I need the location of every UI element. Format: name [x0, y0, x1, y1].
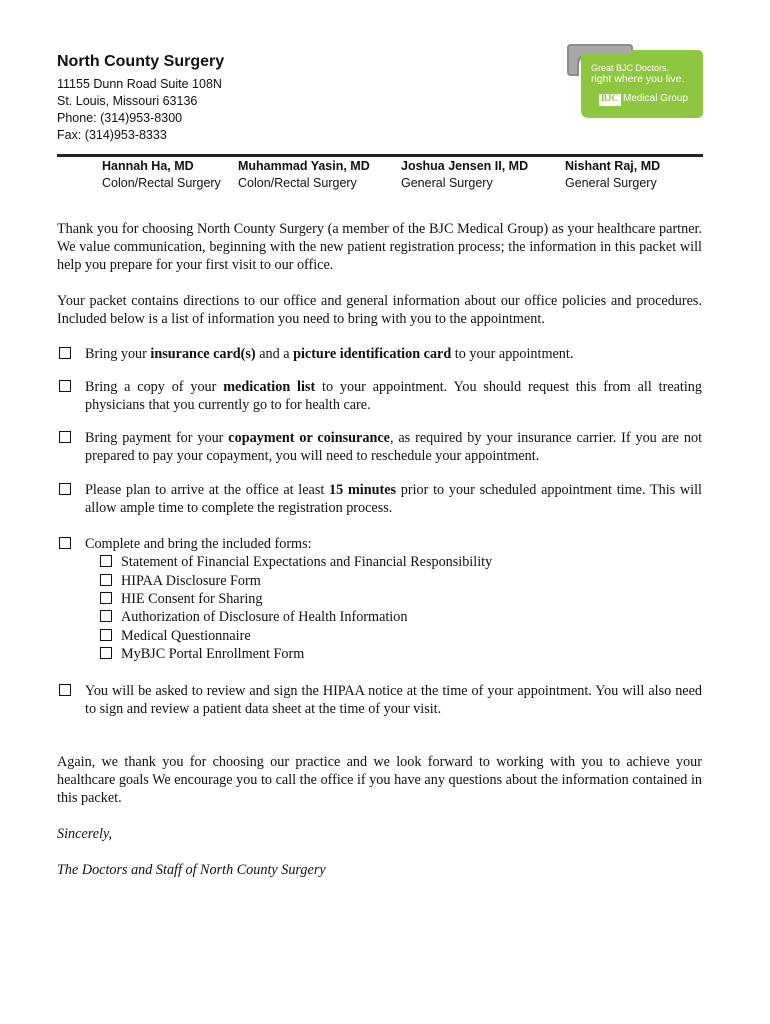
- doctor-name: Muhammad Yasin, MD: [238, 159, 370, 173]
- checkbox[interactable]: [100, 555, 112, 567]
- signature: The Doctors and Staff of North County Surgery: [57, 862, 326, 878]
- doctor-specialty: General Surgery: [565, 176, 657, 190]
- bjc-logo: [565, 40, 705, 120]
- checkbox[interactable]: [59, 380, 71, 392]
- checklist-text: Please plan to arrive at the office at least 15 minutes prior to your scheduled appointment time. This will allow ample time to complete the registration process.: [85, 482, 702, 517]
- checkbox[interactable]: [100, 592, 112, 604]
- header-rule: [57, 154, 703, 157]
- packet-paragraph: Your packet contains directions to our office and general information about our office policies and procedures. Included below is a list of information you need to bring with you to the appointment.: [57, 293, 702, 328]
- doctor-2: [238, 158, 370, 192]
- practice-name: North County Surgery: [57, 53, 225, 70]
- fax: Fax: (314)953-8333: [57, 128, 167, 142]
- checkbox[interactable]: [59, 431, 71, 443]
- doctor-1: [102, 158, 221, 192]
- address-line-2: St. Louis, Missouri 63136: [57, 94, 198, 108]
- checklist-text: Bring payment for your copayment or coinsurance, as required by your insurance carrier. If you are not prepared to pay your copayment, you will need to reschedule your appointment.: [85, 430, 703, 465]
- checklist-text: Complete and bring the included forms:: [85, 536, 312, 552]
- checklist-text: Bring your insurance card(s) and a picture identification card to your appointment.: [85, 346, 574, 362]
- checkbox[interactable]: [59, 483, 71, 495]
- doctor-specialty: Colon/Rectal Surgery: [238, 176, 357, 190]
- checkbox[interactable]: [59, 684, 71, 696]
- doctor-name: Nishant Raj, MD: [565, 159, 661, 173]
- address-line-1: 11155 Dunn Road Suite 108N: [57, 77, 222, 91]
- doctor-name: Joshua Jensen II, MD: [401, 159, 529, 173]
- checkbox[interactable]: [59, 347, 71, 359]
- doctor-3: [401, 158, 528, 192]
- doctor-name: Hannah Ha, MD: [102, 159, 194, 173]
- doctor-4: [565, 158, 660, 192]
- logo-bjc: BJC: [601, 93, 619, 103]
- doctor-specialty: Colon/Rectal Surgery: [102, 176, 221, 190]
- intro-paragraph: Thank you for choosing North County Surgery (a member of the BJC Medical Group) as your healthcare partner. We value communication, beginning with the new patient registration process; the information in this packet will help you prepare for your first visit to our office.: [57, 221, 702, 274]
- checkbox[interactable]: [100, 610, 112, 622]
- logo-tagline-1: Great BJC Doctors.: [591, 63, 670, 73]
- phone: Phone: (314)953-8300: [57, 111, 183, 125]
- logo-medical-group: Medical Group: [623, 93, 689, 104]
- checklist-text: Bring a copy of your medication list to your appointment. You should request this from all treating physicians that you currently go to for health care.: [85, 379, 702, 414]
- sincerely: Sincerely,: [57, 826, 113, 842]
- checkbox[interactable]: [59, 537, 71, 549]
- checkbox[interactable]: [100, 574, 112, 586]
- closing-paragraph: Again, we thank you for choosing our practice and we look forward to working with you to achieve your healthcare goals We encourage you to call the office if you have any questions about the information contained in this packet.: [57, 754, 702, 807]
- logo-tagline-2: right where you live.: [591, 73, 685, 85]
- checkbox[interactable]: [100, 629, 112, 641]
- checkbox[interactable]: [100, 647, 112, 659]
- doctor-specialty: General Surgery: [401, 176, 493, 190]
- checklist-text: You will be asked to review and sign the HIPAA notice at the time of your appointment. You will also need to sign and review a patient data sheet at the time of your visit.: [85, 683, 702, 718]
